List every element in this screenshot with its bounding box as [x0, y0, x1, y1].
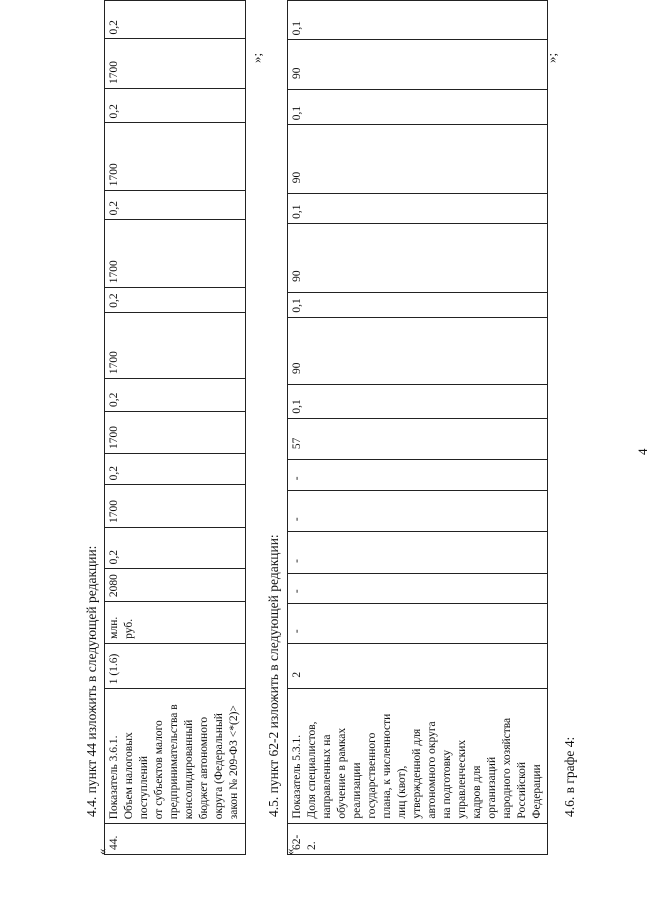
unit: -: [291, 629, 303, 634]
table-row-44: [105, 1, 246, 855]
name-line: кадров для: [471, 765, 483, 819]
cell-value: [288, 317, 548, 384]
row-number: 44.: [108, 835, 120, 850]
value: 1700: [108, 425, 120, 449]
name-line: народного хозяйства: [501, 717, 513, 819]
cell-value: [288, 1, 548, 40]
table-item-44: [104, 0, 246, 855]
name-line: плана, к численности: [381, 713, 393, 819]
indicator-name: [288, 689, 545, 823]
open-quote-4-4: «: [94, 848, 109, 855]
value: 0,2: [108, 20, 120, 35]
cell-value: [105, 191, 246, 220]
row-reference: 1 (1.6): [108, 653, 120, 685]
cell-value: [105, 569, 246, 602]
cell-value: [105, 288, 246, 313]
cell-name: [105, 689, 246, 824]
value: 0,1: [291, 399, 303, 414]
cell-value: [105, 412, 246, 454]
name-line: поступлений: [138, 755, 150, 820]
value: 0,1: [291, 105, 303, 121]
heading-4-6: 4.6. в графе 4:: [562, 736, 577, 817]
value: 1700: [108, 163, 120, 187]
cell-ref: [288, 644, 548, 688]
cell-value: [288, 90, 548, 125]
name-line: Объем налоговых: [123, 732, 135, 820]
name-line: лиц (квот),: [396, 765, 408, 819]
indicator-name: [105, 689, 242, 823]
value: 90: [291, 270, 303, 282]
name-line: на подготовку: [441, 749, 453, 819]
cell-value: [105, 88, 246, 123]
cell-value: [288, 223, 548, 292]
close-quote-4-5: »;: [544, 52, 559, 63]
value: 0,1: [291, 21, 303, 36]
cell-value: [105, 123, 246, 191]
value: -: [291, 558, 303, 563]
value: 0,2: [108, 104, 120, 119]
name-line: Показатель 3.6.1.: [108, 735, 120, 820]
name-line: реализации: [351, 762, 363, 819]
value: -: [291, 517, 303, 522]
value: 0,1: [291, 204, 303, 219]
page-number: 4: [635, 448, 650, 455]
value: 0,2: [108, 293, 120, 308]
name-line: автономного округа: [426, 721, 438, 819]
cell-value: [288, 125, 548, 194]
table-row-62-2: [288, 1, 548, 855]
cell-value: [105, 485, 246, 528]
cell-value: [105, 379, 246, 412]
value: 57: [291, 437, 303, 450]
cell-value: [288, 292, 548, 317]
name-line: Доля специалистов,: [306, 721, 318, 819]
value: 1700: [108, 351, 120, 375]
name-line: консолидированный: [183, 719, 195, 820]
value: 1700: [108, 500, 120, 524]
open-quote-4-5: «: [282, 848, 297, 855]
cell-value: [105, 220, 246, 288]
value: 0,2: [108, 466, 120, 481]
cell-value: [288, 532, 548, 574]
cell-value: [288, 460, 548, 491]
cell-value: [105, 453, 246, 484]
name-line: управленческих: [456, 739, 468, 819]
value: -: [291, 476, 303, 481]
cell-unit: [105, 602, 246, 644]
name-line: Федерации: [531, 764, 543, 819]
name-line: бюджет автономного: [198, 716, 210, 820]
cell-value: [288, 418, 548, 460]
value: 2080: [108, 574, 120, 598]
heading-4-4: 4.4. пункт 44 изложить в следующей редакции:: [84, 545, 99, 817]
cell-num: [288, 823, 548, 854]
cell-value: [105, 1, 246, 39]
row-number: 62-2.: [291, 834, 318, 850]
cell-value: [288, 491, 548, 532]
name-line: от субъектов малого: [153, 720, 165, 820]
cell-value: [288, 385, 548, 419]
name-line: направленных на: [321, 734, 333, 819]
cell-num: [105, 824, 246, 855]
value: 90: [291, 67, 303, 79]
value: -: [291, 589, 303, 594]
close-quote-4-4: »;: [249, 52, 264, 63]
cell-value: [105, 312, 246, 378]
cell-value: [105, 528, 246, 569]
value: 90: [291, 362, 303, 375]
name-line: Показатель 5.3.1.: [291, 734, 303, 819]
name-line: утвержденной для: [411, 728, 423, 819]
cell-name: [288, 688, 548, 823]
table-item-62-2: [287, 0, 548, 855]
unit-line: млн.: [108, 616, 120, 639]
name-line: обучение в рамках: [336, 727, 348, 819]
cell-unit: [288, 604, 548, 644]
value: 1700: [108, 60, 120, 84]
name-line: закон № 209-ФЗ <*(2)>: [228, 705, 240, 820]
name-line: округа (Федеральный: [213, 713, 225, 820]
unit: [105, 602, 137, 643]
row-reference: 2: [291, 671, 303, 678]
cell-value: [288, 194, 548, 224]
name-line: организаций: [486, 756, 498, 819]
value: 0,2: [108, 550, 120, 565]
cell-value: [105, 39, 246, 89]
name-line: Российской: [516, 761, 528, 819]
value: 0,2: [108, 392, 120, 408]
name-line: предпринимательства в: [168, 704, 180, 820]
value: 0,2: [108, 201, 120, 216]
value: 0,1: [291, 298, 303, 313]
value: 1700: [108, 260, 120, 284]
name-line: государственного: [366, 732, 378, 819]
heading-4-5: 4.5. пункт 62-2 изложить в следующей редакции:: [266, 534, 281, 817]
cell-ref: [105, 643, 246, 688]
unit-line: руб.: [123, 618, 135, 639]
cell-value: [288, 40, 548, 90]
cell-value: [288, 573, 548, 603]
value: 90: [291, 171, 303, 184]
